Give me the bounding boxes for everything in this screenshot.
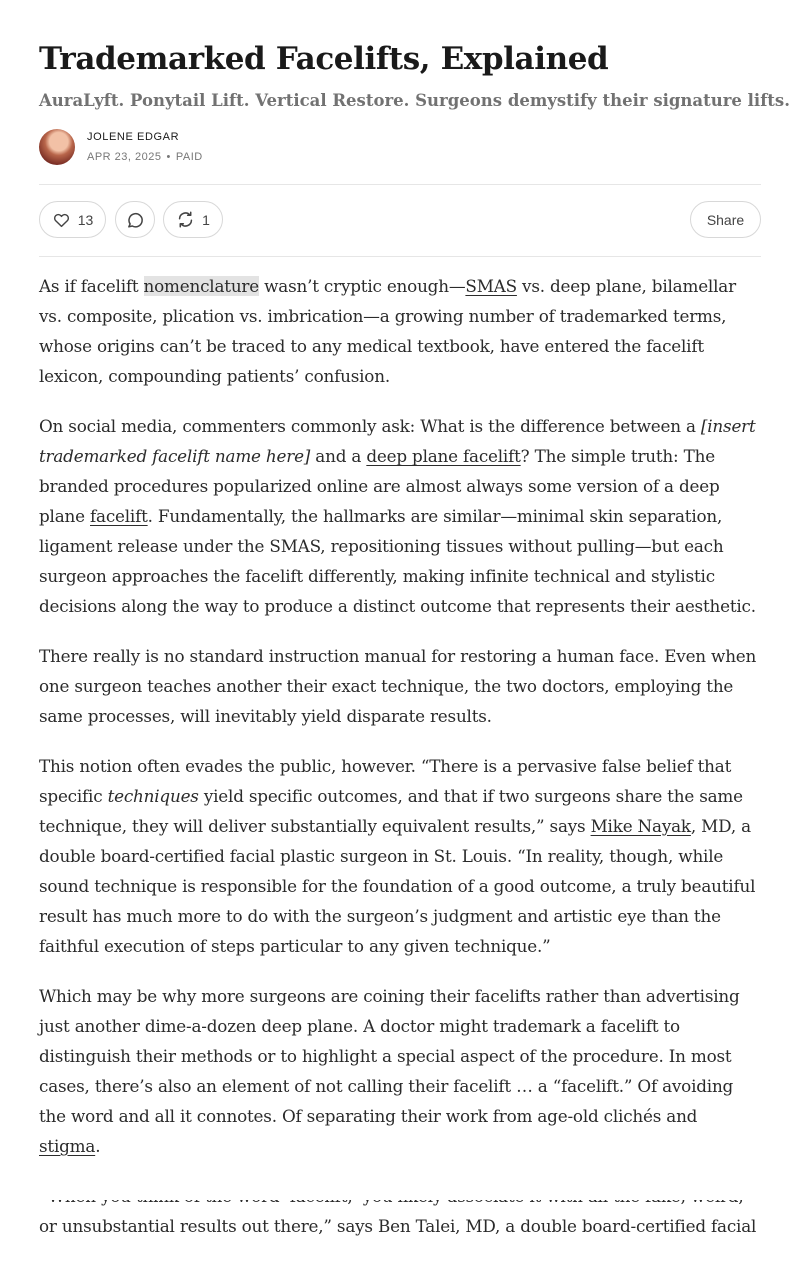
post-date: APR 23, 2025 <box>87 151 162 163</box>
link-smas[interactable]: SMAS <box>465 276 517 296</box>
paragraph <box>39 411 761 621</box>
highlighted-text[interactable]: nomenclature <box>143 276 259 296</box>
link-stigma[interactable]: stigma <box>39 1136 96 1156</box>
text: On social media, commenters commonly ask: What is the difference between a <box>39 416 701 436</box>
text: This notion often evades the public, however. “There is a pervasive false belief that specific <box>39 756 732 806</box>
paragraph <box>39 271 761 391</box>
divider <box>39 256 761 257</box>
comment-icon <box>126 210 145 229</box>
text: Which may be why more surgeons are coining their facelifts rather than advertising just another dime-a-dozen deep plane. A doctor might trademark a facelift to distinguish their methods or to highlight a special aspect of the procedure. In most cases, there’s also an element of not calling their facelift … a “facelift.” Of avoiding the word and all it connotes. Of separating their work from age-old clichés and <box>39 986 740 1126</box>
divider <box>39 184 761 185</box>
link-mike-nayak[interactable]: Mike Nayak <box>590 816 691 836</box>
text: As if facelift <box>39 276 144 296</box>
author-name[interactable]: JOLENE EDGAR <box>87 131 180 143</box>
paragraph: or unsubstantial results out there,” says Ben Talei, MD, a double board-certified facial <box>39 1216 757 1236</box>
author-avatar[interactable] <box>39 129 75 165</box>
restack-count: 1 <box>202 211 210 228</box>
share-button[interactable]: Share <box>690 201 761 238</box>
like-button[interactable] <box>39 201 106 238</box>
text: vs. deep plane, bilamellar vs. composite, plication vs. imbrication—a growing number of trademarked terms, whose origins can’t be traced to any medical textbook, have entered the facelift lexicon, compounding patients’ confusion. <box>39 276 736 386</box>
restack-icon <box>176 210 195 229</box>
post-meta <box>87 151 203 163</box>
restack-button[interactable] <box>163 201 223 238</box>
text: . Fundamentally, the hallmarks are similar—minimal skin separation, ligament release under the SMAS, repositioning tissues without pulling—but each surgeon approaches the facelift differently, making infinite technical and stylistic decisions along the way to produce a distinct outcome that represents their aesthetic. <box>39 506 756 616</box>
text: and a <box>310 446 367 466</box>
access-badge: PAID <box>175 151 203 163</box>
paragraph <box>39 751 761 961</box>
italic-text: [insert trademarked facelift name here] <box>39 416 756 466</box>
text: . <box>95 1136 101 1156</box>
article-body <box>39 271 761 1261</box>
comment-button[interactable] <box>115 201 155 238</box>
link-facelift[interactable]: facelift <box>90 506 148 526</box>
text: yield specific outcomes, and that if two surgeons share the same technique, they will deliver substantially equivalent results,” says <box>39 786 743 836</box>
post-subtitle: AuraLyft. Ponytail Lift. Vertical Restore. Surgeons demystify their signature lifts. <box>39 91 790 110</box>
text: ? The simple truth: The branded procedures popularized online are almost always some version of a deep plane <box>39 446 720 526</box>
italic-text: techniques <box>107 786 199 806</box>
viewport-edge <box>0 1188 800 1200</box>
paragraph: There really is no standard instruction manual for restoring a human face. Even when one surgeon teaches another their exact technique, the two doctors, employing the same processes, will inevitably yield disparate results. <box>39 646 757 726</box>
paragraph <box>39 981 761 1161</box>
like-count: 13 <box>77 211 94 228</box>
meta-separator: • <box>166 151 171 163</box>
heart-icon <box>52 211 71 229</box>
link-deep-plane-facelift[interactable]: deep plane facelift <box>366 446 521 466</box>
text: wasn’t cryptic enough— <box>259 276 466 296</box>
post-title: Trademarked Facelifts, Explained <box>39 41 609 77</box>
text: , MD, a double board-certified facial plastic surgeon in St. Louis. “In reality, though, while sound technique is responsible for the foundation of a good outcome, a truly beautiful result has much more to do with the surgeon’s judgment and artistic eye than the faithful execution of steps particular to any given technique.” <box>39 816 756 956</box>
